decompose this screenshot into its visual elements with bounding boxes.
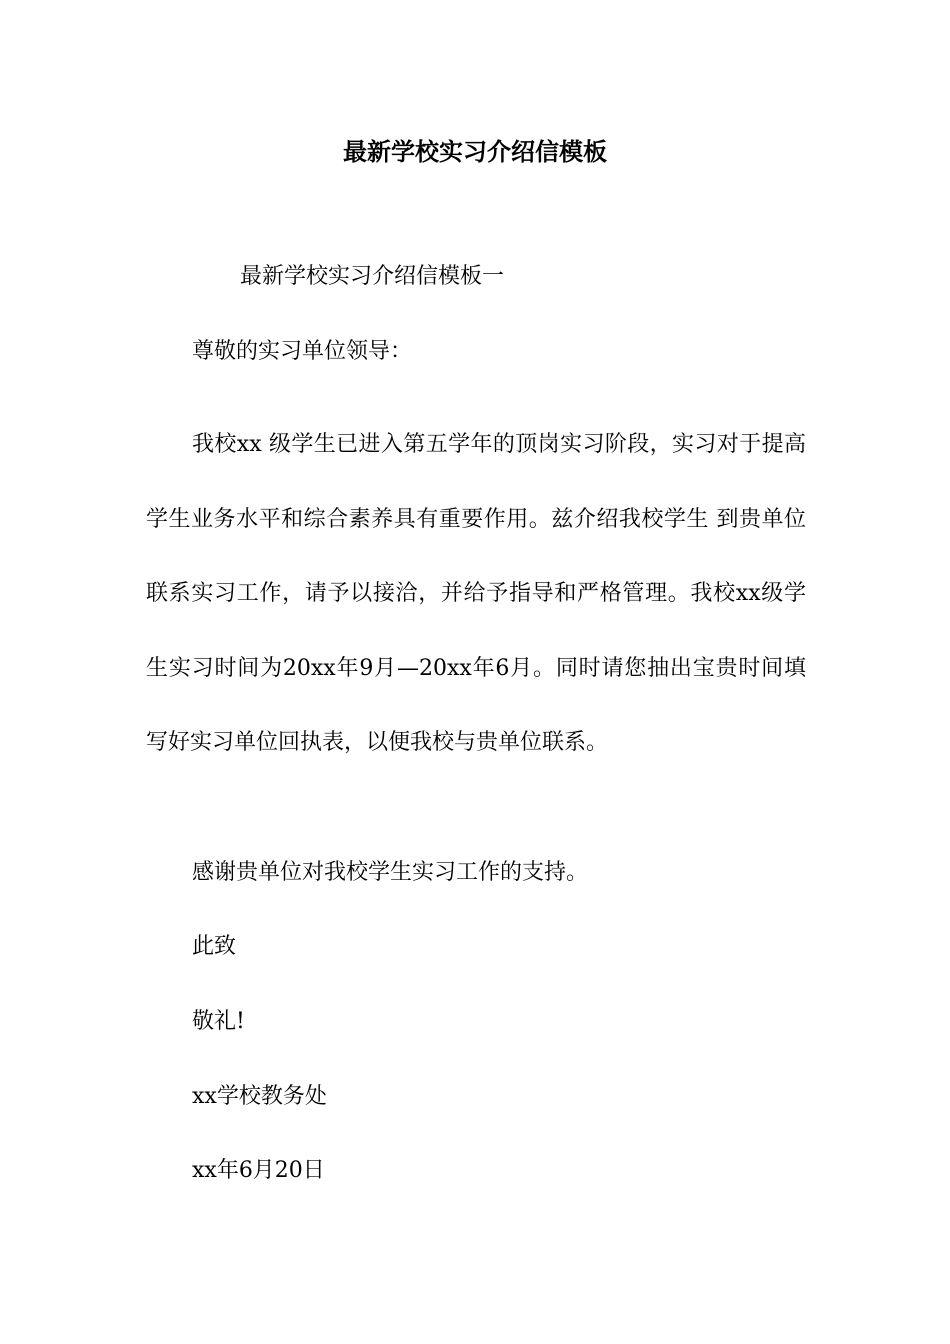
signature-line: xx学校教务处 <box>192 1084 327 1109</box>
date-line: xx年6月20日 <box>192 1158 325 1183</box>
document-subtitle: 最新学校实习介绍信模板一 <box>240 264 505 289</box>
regards-line: 敬礼! <box>192 1009 245 1034</box>
document-title: 最新学校实习介绍信模板 <box>343 137 607 166</box>
salutation: 尊敬的实习单位领导： <box>192 339 413 364</box>
body-paragraph: 我校xx 级学生已进入第五学年的顶岗实习阶段，实习对于提高学生业务水平和综合素养具有重要作用。兹介绍我校学生 到贵单位联系实习工作，请予以接洽，并给予指导和严格管理。我校xx级学生实习时间为20xx年9月—20xx年6月。同时请您抽出宝贵时间填写好实习单位回执表，以便我校与贵单位联系。 <box>146 432 806 755</box>
closing-line: 此致 <box>192 934 237 959</box>
thanks-paragraph: 感谢贵单位对我校学生实习工作的支持。 <box>192 860 589 885</box>
